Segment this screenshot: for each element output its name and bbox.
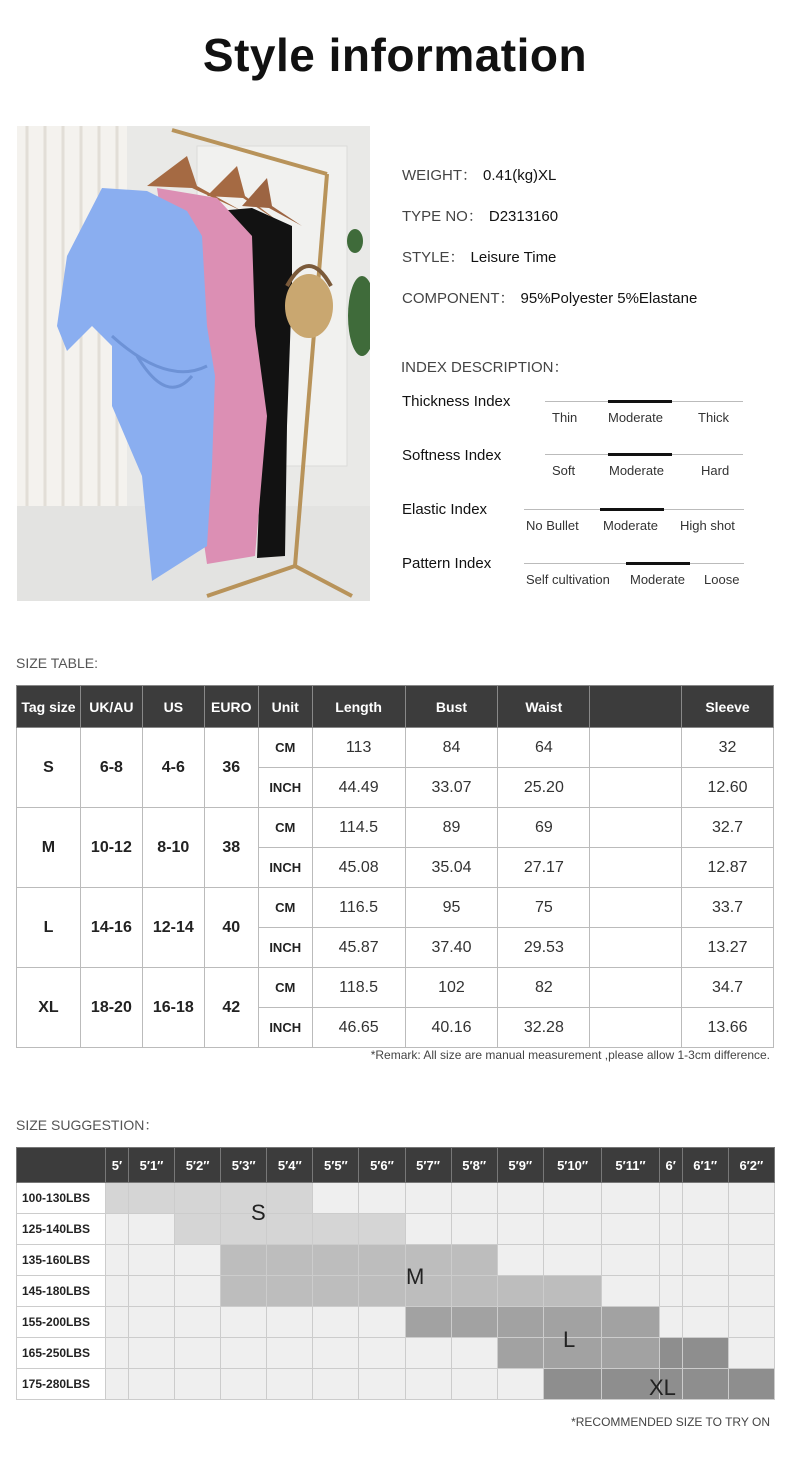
recommend-note: *RECOMMENDED SIZE TO TRY ON — [571, 1415, 770, 1429]
weight-label: 125-140LBS — [17, 1214, 106, 1245]
suggest-cell-empty — [106, 1307, 129, 1338]
suggest-cell-s — [106, 1183, 129, 1214]
suggest-cell-m — [313, 1276, 359, 1307]
suggest-cell-empty — [659, 1307, 682, 1338]
suggest-cell-empty — [359, 1307, 405, 1338]
softness-tick: Moderate — [609, 463, 664, 478]
suggest-cell-empty — [543, 1214, 602, 1245]
thickness-index-label: Thickness Index — [402, 393, 511, 410]
zone-label-xl: XL — [649, 1375, 676, 1400]
unit-cell: CM — [258, 888, 312, 928]
unit-cell: INCH — [258, 768, 312, 808]
suggest-cell-empty — [313, 1183, 359, 1214]
weight-label: 155-200LBS — [17, 1307, 106, 1338]
suggest-cell-empty — [602, 1245, 659, 1276]
unit-cell: INCH — [258, 928, 312, 968]
suggest-cell-m — [543, 1276, 602, 1307]
suggest-cell-empty — [405, 1338, 451, 1369]
elastic-tick: No Bullet — [526, 518, 579, 533]
pattern-selected-mark — [626, 562, 690, 565]
measure-cell: 13.27 — [682, 928, 774, 968]
measure-cell: 12.87 — [682, 848, 774, 888]
suggest-cell-empty — [451, 1338, 497, 1369]
suggest-cell-empty — [106, 1369, 129, 1400]
type-row — [402, 205, 558, 226]
suggest-cell-empty — [128, 1245, 174, 1276]
style-label: STYLE： — [402, 249, 465, 266]
measure-cell: 32.28 — [498, 1008, 590, 1048]
measure-cell — [590, 888, 682, 928]
suggest-cell-l — [602, 1338, 659, 1369]
measure-cell — [590, 968, 682, 1008]
size-tag-cell: M — [17, 808, 81, 888]
measure-cell: 33.7 — [682, 888, 774, 928]
measure-cell: 32 — [682, 728, 774, 768]
thickness-tick: Thin — [552, 410, 578, 425]
suggest-cell-m — [451, 1276, 497, 1307]
suggest-cell-empty — [728, 1307, 774, 1338]
softness-index-label: Softness Index — [402, 447, 502, 464]
pattern-tick: Loose — [704, 572, 740, 587]
suggest-cell-empty — [267, 1369, 313, 1400]
weight-row — [17, 1276, 775, 1307]
suggest-cell-l — [405, 1307, 451, 1338]
measure-cell: 64 — [498, 728, 590, 768]
unit-cell: CM — [258, 808, 312, 848]
size-table — [16, 685, 774, 1048]
suggest-cell-s — [175, 1183, 221, 1214]
measure-cell: 34.7 — [682, 968, 774, 1008]
size-suggestion-table — [16, 1147, 775, 1400]
suggest-cell-empty — [728, 1245, 774, 1276]
measure-cell — [590, 728, 682, 768]
suggest-cell-empty — [659, 1183, 682, 1214]
suggest-cell-empty — [602, 1214, 659, 1245]
height-header: 6′ — [659, 1148, 682, 1183]
measure-cell: 13.66 — [682, 1008, 774, 1048]
measure-cell: 118.5 — [312, 968, 405, 1008]
suggest-cell-empty — [175, 1245, 221, 1276]
suggest-cell-m — [313, 1245, 359, 1276]
suggest-cell-xl — [543, 1369, 602, 1400]
measure-cell: 113 — [312, 728, 405, 768]
suggest-cell-empty — [267, 1338, 313, 1369]
size-row-cm — [17, 808, 774, 848]
size-uk-cell: 18-20 — [80, 968, 142, 1048]
suggest-cell-empty — [682, 1245, 728, 1276]
col-header: Sleeve — [682, 686, 774, 728]
suggest-cell-empty — [659, 1276, 682, 1307]
suggest-cell-empty — [543, 1245, 602, 1276]
height-header: 5′6″ — [359, 1148, 405, 1183]
elastic-selected-mark — [600, 508, 664, 511]
elastic-tick: Moderate — [603, 518, 658, 533]
measure-cell: 45.87 — [312, 928, 405, 968]
suggest-cell-s — [128, 1183, 174, 1214]
size-suggestion-label: SIZE SUGGESTION： — [16, 1117, 159, 1133]
weight-row — [17, 1183, 775, 1214]
height-header: 6′2″ — [728, 1148, 774, 1183]
softness-selected-mark — [608, 453, 672, 456]
col-header: EURO — [204, 686, 258, 728]
size-uk-cell: 14-16 — [80, 888, 142, 968]
softness-tick: Hard — [701, 463, 730, 478]
suggest-cell-m — [221, 1245, 267, 1276]
suggest-cell-empty — [175, 1369, 221, 1400]
suggest-cell-empty — [728, 1183, 774, 1214]
suggest-cell-empty — [682, 1183, 728, 1214]
col-header: Length — [312, 686, 405, 728]
weight-label: WEIGHT： — [402, 167, 477, 184]
suggest-cell-empty — [659, 1214, 682, 1245]
col-header: Waist — [498, 686, 590, 728]
height-header: 6′1″ — [682, 1148, 728, 1183]
weight-row — [402, 164, 556, 185]
col-header: UK/AU — [80, 686, 142, 728]
size-tag-cell: L — [17, 888, 81, 968]
component-label: COMPONENT： — [402, 290, 515, 307]
measure-cell: 29.53 — [498, 928, 590, 968]
suggest-cell-empty — [497, 1369, 543, 1400]
weight-row — [17, 1338, 775, 1369]
suggest-cell-empty — [728, 1276, 774, 1307]
measure-cell: 102 — [405, 968, 498, 1008]
unit-cell: CM — [258, 968, 312, 1008]
suggest-cell-empty — [497, 1183, 543, 1214]
size-row-cm — [17, 728, 774, 768]
col-header: Bust — [405, 686, 498, 728]
suggest-cell-empty — [221, 1307, 267, 1338]
measure-cell: 75 — [498, 888, 590, 928]
product-photo — [17, 126, 370, 601]
suggest-cell-l — [497, 1338, 543, 1369]
measure-cell — [590, 928, 682, 968]
measure-cell: 45.08 — [312, 848, 405, 888]
suggest-cell-xl — [682, 1369, 728, 1400]
style-value: Leisure Time — [470, 249, 557, 266]
suggest-cell-empty — [221, 1338, 267, 1369]
measure-cell: 95 — [405, 888, 498, 928]
pattern-tick: Self cultivation — [526, 572, 610, 587]
height-header: 5′5″ — [313, 1148, 359, 1183]
suggest-cell-empty — [682, 1214, 728, 1245]
suggest-cell-empty — [106, 1214, 129, 1245]
suggest-cell-empty — [106, 1245, 129, 1276]
suggest-cell-xl — [728, 1369, 774, 1400]
corner-cell — [17, 1148, 106, 1183]
suggest-cell-m — [359, 1245, 405, 1276]
size-us-cell: 8-10 — [142, 808, 204, 888]
measure-cell: 32.7 — [682, 808, 774, 848]
style-row — [402, 246, 556, 267]
measure-cell: 82 — [498, 968, 590, 1008]
elastic-tick: High shot — [680, 518, 735, 533]
unit-cell: INCH — [258, 848, 312, 888]
pattern-tick: Moderate — [630, 572, 685, 587]
suggest-cell-l — [497, 1307, 543, 1338]
size-euro-cell: 42 — [204, 968, 258, 1048]
measure-cell: 44.49 — [312, 768, 405, 808]
suggest-cell-empty — [221, 1369, 267, 1400]
suggest-cell-l — [602, 1307, 659, 1338]
height-header: 5′11″ — [602, 1148, 659, 1183]
suggest-cell-empty — [106, 1338, 129, 1369]
zone-label-l: L — [563, 1327, 576, 1352]
component-value: 95%Polyester 5%Elastane — [520, 290, 698, 307]
suggest-cell-empty — [497, 1214, 543, 1245]
size-row-cm — [17, 968, 774, 1008]
suggest-cell-m — [221, 1276, 267, 1307]
suggest-cell-empty — [359, 1338, 405, 1369]
measure-cell: 27.17 — [498, 848, 590, 888]
suggest-cell-empty — [175, 1307, 221, 1338]
suggest-cell-empty — [451, 1369, 497, 1400]
size-table-label: SIZE TABLE: — [16, 655, 98, 671]
size-uk-cell: 6-8 — [80, 728, 142, 808]
weight-row — [17, 1214, 775, 1245]
weight-label: 165-250LBS — [17, 1338, 106, 1369]
suggest-cell-empty — [405, 1183, 451, 1214]
size-tag-cell: XL — [17, 968, 81, 1048]
measure-cell: 40.16 — [405, 1008, 498, 1048]
suggest-cell-empty — [106, 1276, 129, 1307]
measure-cell: 35.04 — [405, 848, 498, 888]
suggest-cell-s — [267, 1214, 313, 1245]
suggest-cell-empty — [602, 1276, 659, 1307]
suggest-cell-empty — [728, 1214, 774, 1245]
weight-label: 175-280LBS — [17, 1369, 106, 1400]
suggest-cell-m — [451, 1245, 497, 1276]
zone-label-s: S — [251, 1200, 266, 1225]
page-title: Style information — [202, 29, 588, 81]
weight-label: 145-180LBS — [17, 1276, 106, 1307]
suggest-cell-empty — [128, 1276, 174, 1307]
size-remark: *Remark: All size are manual measurement ,please allow 1-3cm difference. — [370, 1048, 770, 1062]
weight-row — [17, 1307, 775, 1338]
size-euro-cell: 36 — [204, 728, 258, 808]
pattern-index-label: Pattern Index — [402, 555, 492, 572]
suggest-cell-empty — [405, 1369, 451, 1400]
height-header: 5′ — [106, 1148, 129, 1183]
suggest-cell-xl — [682, 1338, 728, 1369]
measure-cell — [590, 848, 682, 888]
measure-cell — [590, 1008, 682, 1048]
measure-cell: 37.40 — [405, 928, 498, 968]
suggest-cell-empty — [497, 1245, 543, 1276]
suggest-cell-empty — [128, 1338, 174, 1369]
measure-cell: 33.07 — [405, 768, 498, 808]
size-uk-cell: 10-12 — [80, 808, 142, 888]
size-us-cell: 16-18 — [142, 968, 204, 1048]
measure-cell — [590, 808, 682, 848]
suggest-cell-s — [267, 1183, 313, 1214]
suggest-cell-empty — [682, 1276, 728, 1307]
index-heading: INDEX DESCRIPTION： — [401, 359, 569, 376]
thickness-selected-mark — [608, 400, 672, 403]
suggest-cell-empty — [313, 1369, 359, 1400]
suggest-cell-empty — [682, 1307, 728, 1338]
suggest-cell-empty — [175, 1276, 221, 1307]
suggest-cell-empty — [405, 1214, 451, 1245]
type-label: TYPE NO： — [402, 208, 483, 225]
suggest-cell-m — [497, 1276, 543, 1307]
unit-cell: INCH — [258, 1008, 312, 1048]
measure-cell: 116.5 — [312, 888, 405, 928]
size-us-cell: 12-14 — [142, 888, 204, 968]
elastic-index-label: Elastic Index — [402, 501, 488, 518]
height-header-row — [17, 1148, 775, 1183]
size-euro-cell: 40 — [204, 888, 258, 968]
measure-cell: 69 — [498, 808, 590, 848]
suggest-cell-empty — [359, 1183, 405, 1214]
weight-label: 100-130LBS — [17, 1183, 106, 1214]
suggest-cell-s — [359, 1214, 405, 1245]
height-header: 5′7″ — [405, 1148, 451, 1183]
weight-value: 0.41(kg)XL — [483, 167, 557, 184]
suggest-cell-m — [267, 1276, 313, 1307]
suggest-cell-empty — [128, 1369, 174, 1400]
height-header: 5′9″ — [497, 1148, 543, 1183]
weight-label: 135-160LBS — [17, 1245, 106, 1276]
suggest-cell-empty — [602, 1183, 659, 1214]
size-us-cell: 4-6 — [142, 728, 204, 808]
size-row-cm — [17, 888, 774, 928]
size-tag-cell: S — [17, 728, 81, 808]
measure-cell: 114.5 — [312, 808, 405, 848]
col-header: US — [142, 686, 204, 728]
softness-tick: Soft — [552, 463, 576, 478]
suggest-cell-empty — [128, 1307, 174, 1338]
component-row — [402, 287, 697, 308]
col-header — [590, 686, 682, 728]
type-value: D2313160 — [488, 208, 559, 225]
suggest-cell-empty — [175, 1338, 221, 1369]
suggest-cell-s — [175, 1214, 221, 1245]
height-header: 5′10″ — [543, 1148, 602, 1183]
height-header: 5′8″ — [451, 1148, 497, 1183]
suggest-cell-empty — [359, 1369, 405, 1400]
suggest-cell-empty — [451, 1183, 497, 1214]
height-header: 5′1″ — [128, 1148, 174, 1183]
zone-label-m: M — [406, 1264, 425, 1289]
suggest-cell-empty — [728, 1338, 774, 1369]
suggest-cell-empty — [313, 1338, 359, 1369]
suggest-cell-l — [451, 1307, 497, 1338]
suggest-cell-m — [267, 1245, 313, 1276]
suggest-cell-empty — [543, 1183, 602, 1214]
suggest-cell-empty — [267, 1307, 313, 1338]
suggest-cell-xl — [659, 1338, 682, 1369]
height-header: 5′3″ — [221, 1148, 267, 1183]
thickness-tick: Moderate — [608, 410, 663, 425]
suggest-cell-empty — [659, 1245, 682, 1276]
suggest-cell-m — [359, 1276, 405, 1307]
col-header: Tag size — [17, 686, 81, 728]
height-header: 5′2″ — [175, 1148, 221, 1183]
suggest-cell-s — [313, 1214, 359, 1245]
size-table-header — [17, 686, 774, 728]
measure-cell: 12.60 — [682, 768, 774, 808]
size-euro-cell: 38 — [204, 808, 258, 888]
suggest-cell-empty — [128, 1214, 174, 1245]
measure-cell — [590, 768, 682, 808]
unit-cell: CM — [258, 728, 312, 768]
col-header: Unit — [258, 686, 312, 728]
measure-cell: 89 — [405, 808, 498, 848]
suggest-cell-empty — [451, 1214, 497, 1245]
measure-cell: 84 — [405, 728, 498, 768]
thickness-tick: Thick — [698, 410, 730, 425]
height-header: 5′4″ — [267, 1148, 313, 1183]
measure-cell: 25.20 — [498, 768, 590, 808]
weight-row — [17, 1245, 775, 1276]
measure-cell: 46.65 — [312, 1008, 405, 1048]
suggest-cell-empty — [313, 1307, 359, 1338]
